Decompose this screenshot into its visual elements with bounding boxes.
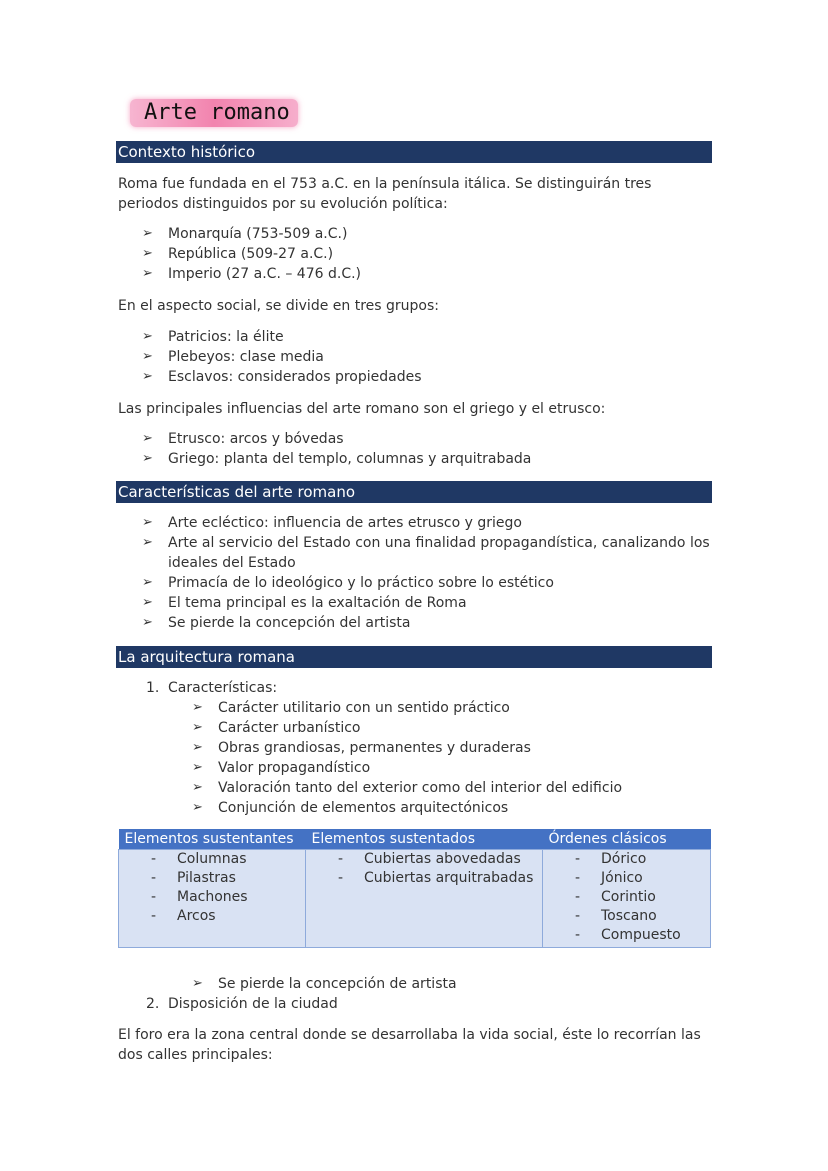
document-title: Arte romano: [130, 99, 298, 127]
table-header: Elementos sustentantes: [119, 829, 306, 850]
list-item: ➢ Conjunción de elementos arquitectónicos: [118, 798, 711, 818]
table-item: - Corintio: [543, 888, 710, 907]
caracteristicas-list: [118, 513, 711, 633]
table-cell: [119, 850, 306, 948]
table-item: - Pilastras: [119, 869, 305, 888]
table-header: Órdenes clásicos: [543, 829, 711, 850]
elements-table: [118, 829, 711, 948]
table-item: - Cubiertas abovedadas: [306, 850, 542, 869]
item-number: 2.: [146, 996, 160, 1012]
list-item: ➢ Carácter urbanístico: [118, 718, 711, 738]
list-item: ➢ Valoración tanto del exterior como del interior del edificio: [118, 778, 711, 798]
periods-list: [118, 224, 711, 284]
section-heading-arquitectura: La arquitectura romana: [116, 646, 712, 668]
numbered-item-1: [118, 678, 739, 698]
list-item: ➢ Valor propagandístico: [118, 758, 711, 778]
item-label: Características:: [168, 680, 278, 696]
list-item: ➢ Primacía de lo ideológico y lo práctico sobre lo estético: [118, 573, 711, 593]
item-label: Disposición de la ciudad: [168, 996, 338, 1012]
list-item: ➢ Se pierde la concepción del artista: [118, 613, 711, 633]
list-item: ➢ Monarquía (753-509 a.C.): [118, 224, 711, 244]
item-number: 1.: [146, 680, 160, 696]
list-item: ➢ Etrusco: arcos y bóvedas: [118, 429, 711, 449]
groups-list: [118, 327, 711, 387]
list-item: ➢ Griego: planta del templo, columnas y arquitrabada: [118, 449, 711, 469]
table-item: - Columnas: [119, 850, 305, 869]
table-item: - Toscano: [543, 907, 710, 926]
numbered-item-2: [118, 994, 739, 1014]
social-intro: En el aspecto social, se divide en tres grupos:: [118, 298, 439, 314]
table-item: - Compuesto: [543, 926, 710, 945]
table-item: - Jónico: [543, 869, 710, 888]
list-item: ➢ Esclavos: considerados propiedades: [118, 367, 711, 387]
list-item: ➢ Plebeyos: clase media: [118, 347, 711, 367]
list-item: ➢ Obras grandiosas, permanentes y duraderas: [118, 738, 711, 758]
section-heading-contexto: Contexto histórico: [116, 141, 712, 163]
table-cell: [543, 850, 711, 948]
influence-intro: Las principales influencias del arte romano son el griego y el etrusco:: [118, 401, 606, 417]
table-item: - Machones: [119, 888, 305, 907]
list-item: ➢ República (509-27 a.C.): [118, 244, 711, 264]
list-item: ➢ Arte al servicio del Estado con una finalidad propagandística, canalizando los ideales del Estado: [118, 533, 711, 573]
arquitectura-sublist: [118, 698, 711, 818]
list-item: ➢ Imperio (27 a.C. – 476 d.C.): [118, 264, 711, 284]
table-item: - Dórico: [543, 850, 710, 869]
after-table-list: [118, 974, 711, 994]
influences-list: [118, 429, 711, 469]
foro-paragraph: El foro era la zona central donde se desarrollaba la vida social, éste lo recorrían las dos calles principales:: [118, 1027, 701, 1063]
table-item: - Cubiertas arquitrabadas: [306, 869, 542, 888]
list-item: ➢ Arte ecléctico: influencia de artes etrusco y griego: [118, 513, 711, 533]
list-item: ➢ El tema principal es la exaltación de Roma: [118, 593, 711, 613]
list-item: ➢ Carácter utilitario con un sentido práctico: [118, 698, 711, 718]
table-header: Elementos sustentados: [306, 829, 543, 850]
list-item: ➢ Se pierde la concepción de artista: [118, 974, 711, 994]
section-heading-caracteristicas: Características del arte romano: [116, 481, 712, 503]
list-item: ➢ Patricios: la élite: [118, 327, 711, 347]
table-cell: [306, 850, 543, 948]
table-item: - Arcos: [119, 907, 305, 926]
contexto-intro: Roma fue fundada en el 753 a.C. en la península itálica. Se distinguirán tres periodos distinguidos por su evolución política:: [118, 176, 652, 212]
